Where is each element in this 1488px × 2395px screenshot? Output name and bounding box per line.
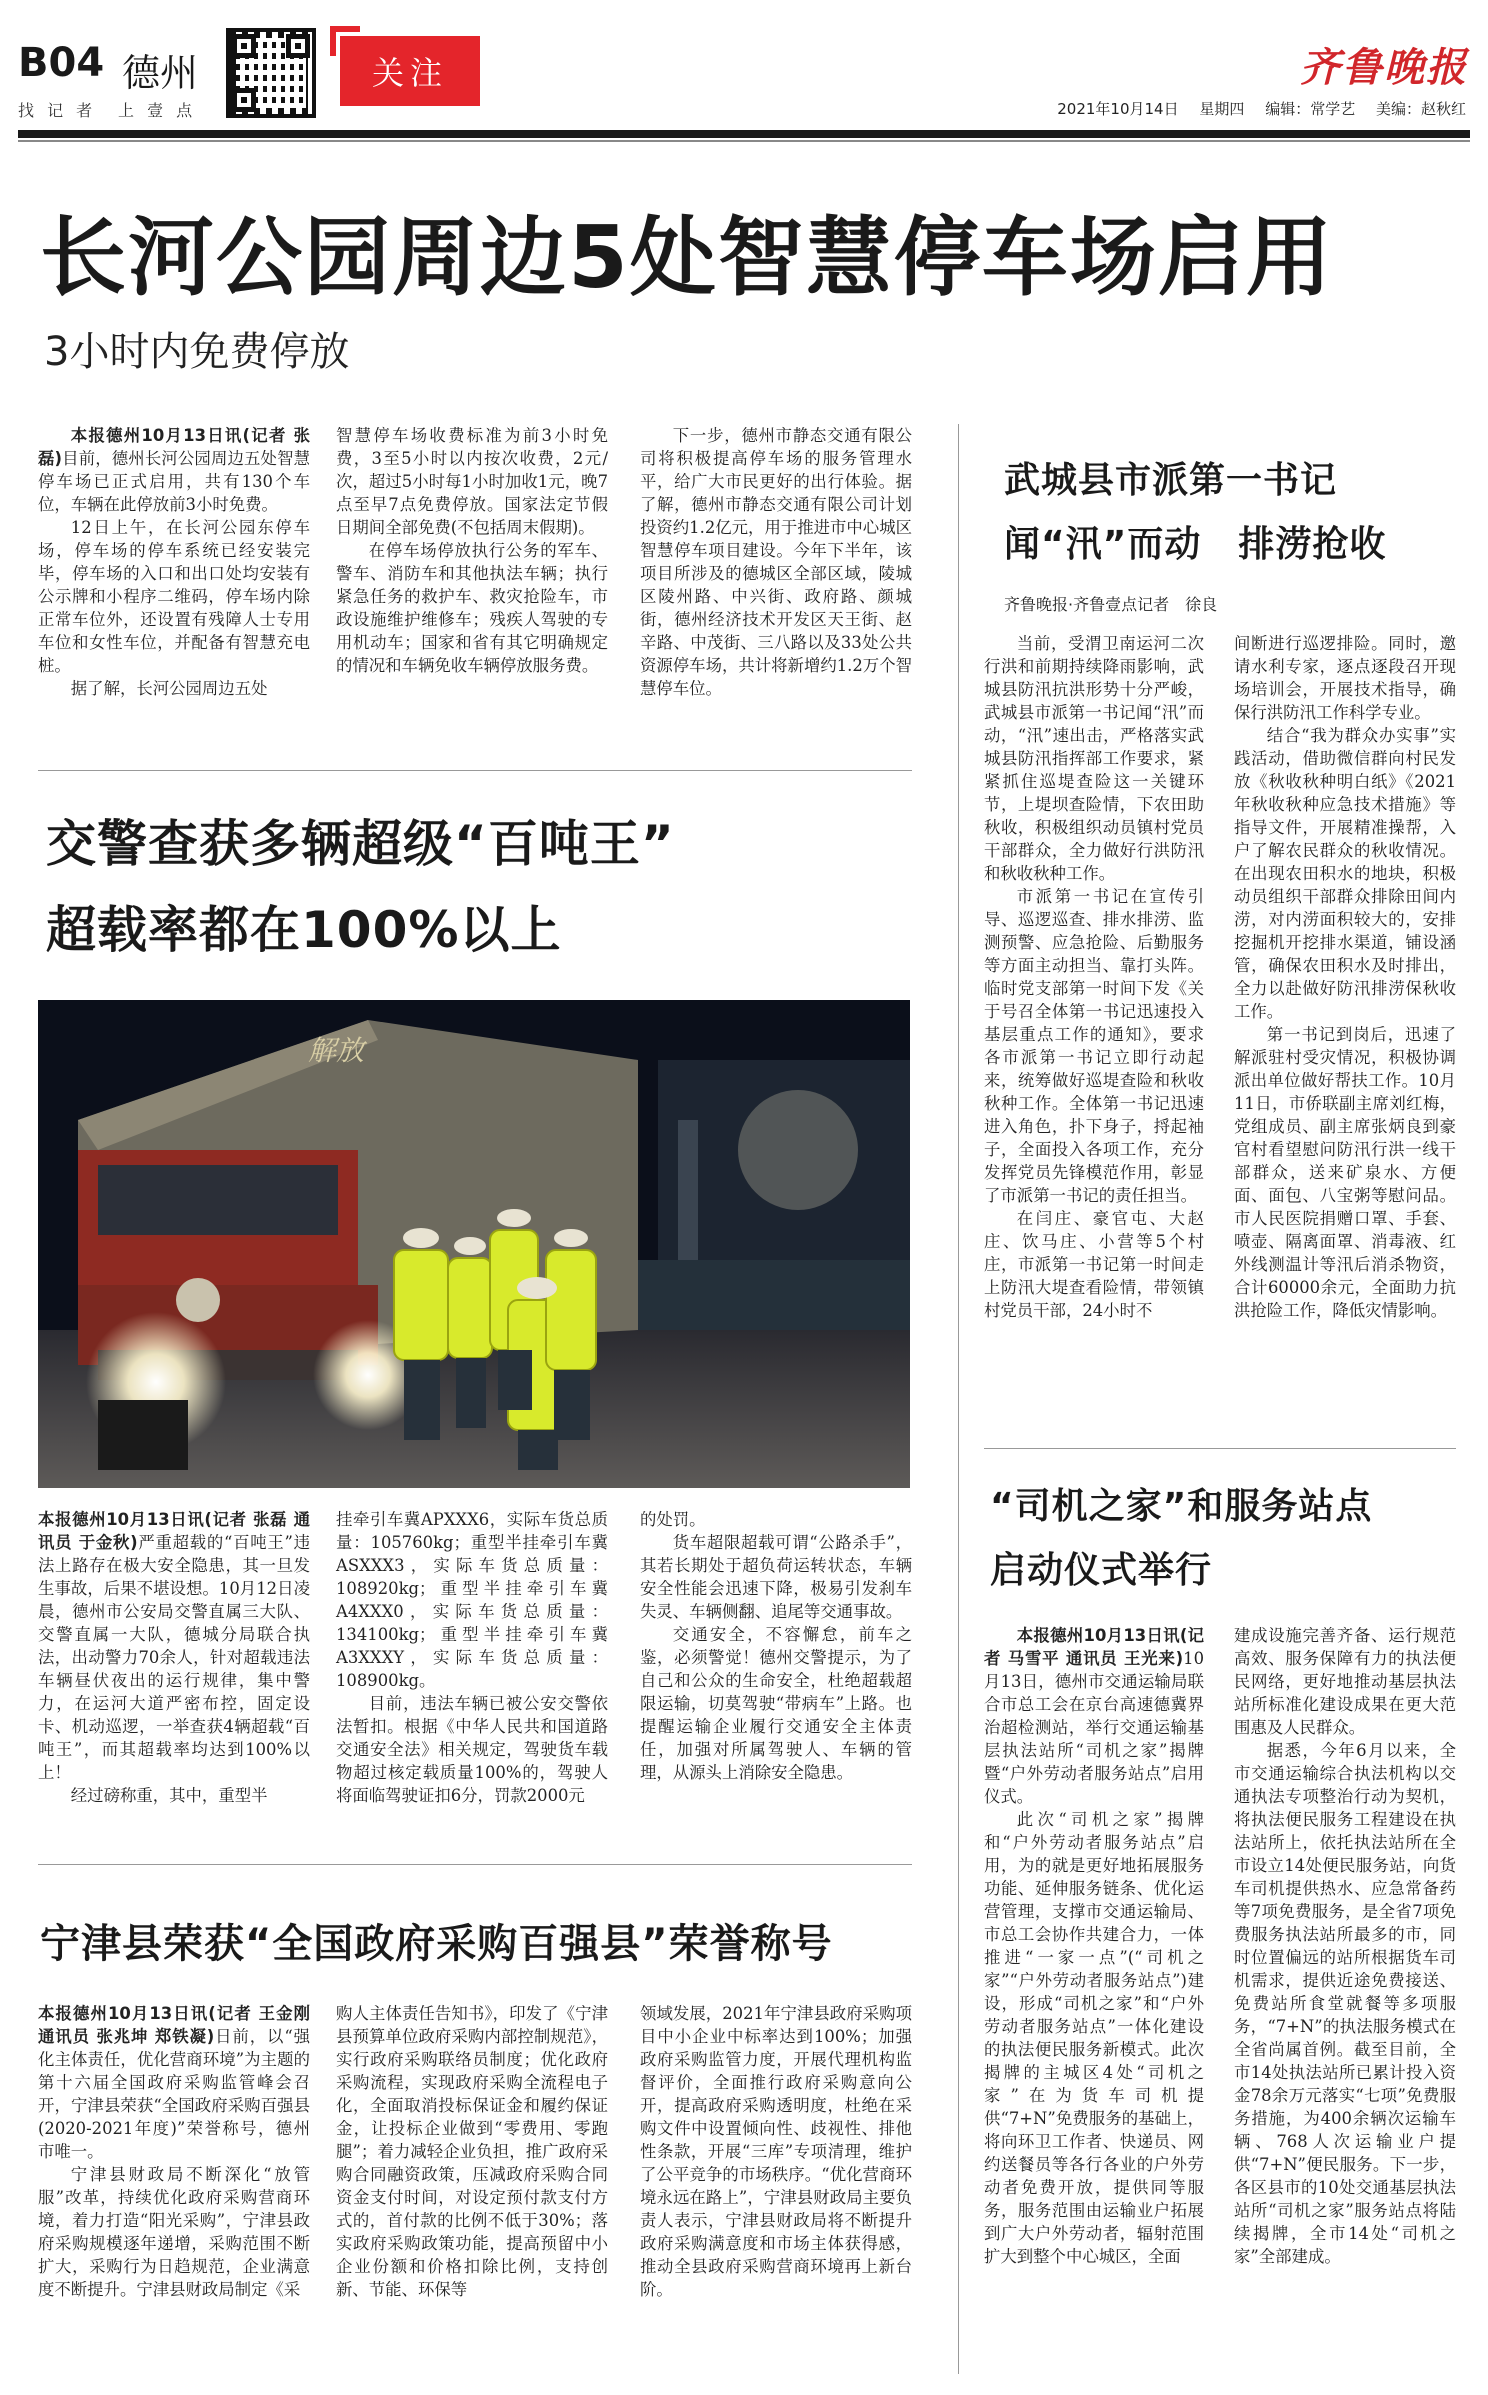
wucheng-headline-2: 闻“汛”而动 排涝抢收 xyxy=(1004,524,1387,565)
lead-column-2 xyxy=(336,424,608,677)
lead-headline: 长河公园周边5处智慧停车场启用 xyxy=(40,208,1334,308)
ningjin-paragraph: 日前，以“强化主体责任，优化营商环境”为主题的第十六届全国政府采购监管峰会召开，宁津县荣获“全国政府采购百强县(2020-2021年度)”荣誉称号，德州市唯一。 xyxy=(38,2027,310,2161)
drivers-dateline: 本报德州10月13日讯(记者 马雪平 通讯员 王光来) xyxy=(984,1626,1204,1668)
drivers-column-1 xyxy=(984,1624,1204,2268)
section-tag: 关注 xyxy=(340,36,480,106)
traffic-paragraph: 严重超载的“百吨王”违法上路存在极大安全隐患，其一旦发生事故，后果不堪设想。10月12日凌晨，德州市公安局交警直属三大队、交警直属一大队，德城分局联合执法，出动警力70余人，针对超载违法车辆昼伏夜出的运行规律，集中警力，在运河大道严密布控，固定设卡、机动巡逻，一举查获4辆超载“百吨王”，而其超载率均达到100%以上！ xyxy=(38,1533,310,1782)
drivers-headline-2: 启动仪式举行 xyxy=(990,1550,1213,1591)
wucheng-paragraph: 市派第一书记在宣传引导、巡逻巡查、排水排涝、监测预警、应急抢险、后勤服务等方面主动担当、靠打头阵。临时党支部第一时间下发《关于号召全体第一书记迅速投入基层重点工作的通知》，要求各市派第一书记立即行动起来，统筹做好巡堤查险和秋收秋种工作。全体第一书记迅速进入角色，扑下身子，捋起袖子，全面投入各项工作，充分发挥党员先锋模范作用，彰显了市派第一书记的责任担当。 xyxy=(984,887,1204,1205)
masthead-logo: 齐鲁晚报 xyxy=(1300,44,1468,91)
traffic-headline-2: 超载率都在100%以上 xyxy=(46,901,562,959)
traffic-paragraph: 货车超限超载可谓“公路杀手”，其若长期处于超负荷运转状态，车辆安全性能会迅速下降，极易引发刹车失灵、车辆侧翻、追尾等交通事故。 xyxy=(640,1533,912,1621)
wucheng-paragraph: 当前，受渭卫南运河二次行洪和前期持续降雨影响，武城县防汛抗洪形势十分严峻，武城县市派第一书记闻“汛”而动，“汛”速出击，严格落实武城县防汛指挥部工作要求，紧紧抓住巡堤查险这一关键环节，上堤坝查险情，下农田助秋收，积极组织动员镇村党员干部群众，全力做好行洪防汛和秋收秋种工作。 xyxy=(984,634,1204,883)
traffic-paragraph: 挂牵引车冀APXXX6，实际车货总质量：105760kg；重型半挂牵引车冀ASXXX3，实际车货总质量：108920kg；重型半挂牵引车冀A4XXX0，实际车货总质量：134100kg；重型半挂牵引车冀A3XXXY，实际车货总质量：108900kg。 xyxy=(336,1510,608,1690)
editor-credit: 编辑：常学艺 xyxy=(1265,100,1356,118)
traffic-photo-illustration xyxy=(38,1000,910,1488)
traffic-photo xyxy=(38,1000,910,1488)
wucheng-headline-1: 武城县市派第一书记 xyxy=(1004,460,1338,501)
divider xyxy=(38,1864,912,1865)
slogan-left: 找 记 者 xyxy=(18,101,97,120)
issue-date: 2021年10月14日 xyxy=(1057,100,1179,118)
section-city: 德州 xyxy=(122,51,199,95)
lead-paragraph: 在停车场停放执行公务的军车、警车、消防车和其他执法车辆；执行紧急任务的救护车、救灾抢险车，市政设施维护维修车；残疾人驾驶的专用机动车；国家和省有其它明确规定的情况和车辆免收车辆停放服务费。 xyxy=(336,541,608,675)
traffic-dateline: 本报德州10月13日讯(记者 张磊 通讯员 于金秋) xyxy=(38,1510,310,1552)
wucheng-byline: 齐鲁晚报·齐鲁壹点记者 徐良 xyxy=(1004,595,1218,614)
drivers-paragraph: 此次“司机之家”揭牌和“户外劳动者服务站点”启用，为的就是更好地拓展服务功能、延伸服务链条、优化运营管理，支撑市交通运输局、市总工会协作共建合力，一体推进“一家一点”(“司机之家”“户外劳动者服务站点”)建设，形成“司机之家”和“户外劳动者服务站点”一体化建设的执法便民服务新模式。此次揭牌的主城区4处“司机之家”在为货车司机提供“7+N”免费服务的基础上，将向环卫工作者、快递员、网约送餐员等各行各业的户外劳动者免费开放，提供同等服务，服务范围由运输业户拓展到广大户外劳动者，辐射范围扩大到整个中心城区，全面 xyxy=(984,1810,1204,2266)
traffic-paragraph: 交通安全，不容懈怠，前车之鉴，必须警觉！德州交警提示，为了自己和公众的生命安全，杜绝超载超限运输，切莫驾驶“带病车”上路。也提醒运输企业履行交通安全主体责任，加强对所属驾驶人、车辆的管理，从源头上消除安全隐患。 xyxy=(640,1625,912,1782)
issue-info xyxy=(1041,98,1466,119)
wucheng-paragraph: 在闫庄、豪官屯、大赵庄、饮马庄、小营等5个村庄，市派第一书记第一时间走上防汛大堤查看险情，带领镇村党员干部，24小时不 xyxy=(984,1209,1204,1320)
traffic-column-1 xyxy=(38,1508,310,1807)
ningjin-paragraph: 宁津县财政局不断深化“放管服”改革，持续优化政府采购营商环境，着力打造“阳光采购”，宁津县政府采购规模逐年递增，采购范围不断扩大，采购行为日趋规范，企业满意度不断提升。宁津县财政局制定《采 xyxy=(38,2165,310,2299)
qr-code-icon[interactable] xyxy=(226,28,316,118)
drivers-paragraph: 建成设施完善齐备、运行规范高效、服务保障有力的执法便民网络，更好地推动基层执法站所标准化建设成果在更大范围惠及人民群众。 xyxy=(1234,1626,1456,1737)
ningjin-headline: 宁津县荣获“全国政府采购百强县”荣誉称号 xyxy=(40,1921,833,1967)
lead-dateline: 本报德州10月13日讯(记者 张磊) xyxy=(38,426,310,468)
divider xyxy=(38,770,912,771)
issue-weekday: 星期四 xyxy=(1199,100,1245,118)
designer-credit: 美编：赵秋红 xyxy=(1375,100,1466,118)
lead-column-3 xyxy=(640,424,912,700)
drivers-headline-1: “司机之家”和服务站点 xyxy=(990,1486,1373,1527)
ningjin-column-3 xyxy=(640,2002,912,2301)
lead-column-1 xyxy=(38,424,310,700)
traffic-paragraph: 经过磅称重，其中，重型半 xyxy=(70,1786,268,1805)
wucheng-paragraph: 第一书记到岗后，迅速了解派驻村受灾情况，积极协调派出单位做好帮扶工作。10月11日，市侨联副主席刘红梅，党组成员、副主席张炳良到豪官村看望慰问防汛行洪一线干部群众，送来矿泉水、方便面、面包、八宝粥等慰问品。市人民医院捐赠口罩、手套、喷壶、隔离面罩、消毒液、红外线测温计等汛后消杀物资，合计60000余元，全面助力抗洪抢险工作，降低灾情影响。 xyxy=(1234,1025,1456,1320)
lead-paragraph: 下一步，德州市静态交通有限公司将积极提高停车场的服务管理水平，给广大市民更好的出行体验。据了解，德州市静态交通有限公司计划投资约1.2亿元，用于推进市中心城区智慧停车项目建设。今年下半年，该项目所涉及的德城区全部区域，陵城区陵州路、中兴街、政府路、颜城街，德州经济技术开发区天王街、赵辛路、中茂街、三八路以及33处公共资源停车场，共计将新增约1.2万个智慧停车位。 xyxy=(640,426,912,698)
ningjin-column-2 xyxy=(336,2002,608,2301)
wucheng-column-2 xyxy=(1234,632,1456,1322)
slogan-right: 上 壹 点 xyxy=(118,101,197,120)
lead-paragraph: 智慧停车场收费标准为前3小时免费，3至5小时以内按次收费，2元/次，超过5小时每1小时加收1元，晚7点至早7点免费停放。国家法定节假日期间全部免费(不包括周末假期)。 xyxy=(336,426,608,537)
drivers-column-2 xyxy=(1234,1624,1456,2268)
traffic-column-3 xyxy=(640,1508,912,1784)
column-separator xyxy=(958,424,959,2374)
lead-paragraph: 据了解，长河公园周边五处 xyxy=(70,679,268,698)
traffic-paragraph: 目前，违法车辆已被公安交警依法暂扣。根据《中华人民共和国道路交通安全法》相关规定，驾驶货车载物超过核定载质量100%的，驾驶人将面临驾驶证扣6分，罚款2000元 xyxy=(336,1694,608,1805)
lead-subheadline: 3小时内免费停放 xyxy=(44,329,350,375)
page-number: B04 xyxy=(18,40,105,86)
traffic-paragraph: 的处罚。 xyxy=(640,1510,706,1529)
truck-badge-text: 解放 xyxy=(308,1034,365,1067)
divider xyxy=(984,1448,1456,1449)
drivers-paragraph: 据悉，今年6月以来，全市交通运输综合执法机构以交通执法专项整治行动为契机，将执法便民服务工程建设在执法站所上，依托执法站所在全市设立14处便民服务站，向货车司机提供热水、应急常备药等7项免费服务，是全省7项免费服务执法站所最多的市，同时位置偏远的站所根据货车司机需求，提供近途免费接送、免费站所食堂就餐等多项服务，“7+N”的执法服务模式在全省尚属首例。截至目前，全市14处执法站所已累计投入资金78余万元落实“七项”免费服务措施，为400余辆次运输车辆、768人次运输业户提供“7+N”便民服务。下一步，各区县市的10处交通基层执法站所“司机之家”服务站点将陆续揭牌，全市14处“司机之家”全部建成。 xyxy=(1234,1741,1456,2266)
ningjin-paragraph: 领域发展，2021年宁津县政府采购项目中小企业中标率达到100%；加强政府采购监管力度，开展代理机构监督评价，全面推行政府采购意向公开，提高政府采购透明度，杜绝在采购文件中设置倾向性、歧视性、排他性条款，开展“三库”专项清理，维护了公平竞争的市场秩序。“优化营商环境永远在路上”，宁津县财政局主要负责人表示，宁津县财政局将不断提升政府采购满意度和市场主体获得感，推动全县政府采购营商环境再上新台阶。 xyxy=(640,2004,912,2299)
wucheng-paragraph: 结合“我为群众办实事”实践活动，借助微信群向村民发放《秋收秋种明白纸》《2021年秋收秋种应急技术措施》等指导文件，开展精准操帮，入户了解农民群众的秋收情况。在出现农田积水的地块，积极动员组织干部群众排除田间内涝，对内涝面积较大的，安排挖掘机开挖排水渠道，铺设涵管，确保农田积水及时排出，全力以赴做好防汛排涝保秋收工作。 xyxy=(1234,726,1456,1021)
traffic-column-2 xyxy=(336,1508,608,1807)
ningjin-paragraph: 购人主体责任告知书》，印发了《宁津县预算单位政府采购内部控制规范》，实行政府采购联络员制度；优化政府采购流程，实现政府采购全流程电子化，全面取消投标保证金和履约保证金，让投标企业做到“零费用、零跑腿”；着力减轻企业负担，推广政府采购合同融资政策，压减政府采购合同资金支付时间，对设定预付款支付方式的，首付款的比例不低于30%；落实政府采购政策功能，提高预留中小企业份额和价格扣除比例，支持创新、节能、环保等 xyxy=(336,2004,608,2299)
header-rule-thin xyxy=(18,140,1470,142)
header-rule xyxy=(18,130,1470,138)
wucheng-paragraph: 间断进行巡逻排险。同时，邀请水利专家，逐点逐段召开现场培训会，开展技术指导，确保行洪防汛工作科学专业。 xyxy=(1234,634,1456,722)
wucheng-column-1 xyxy=(984,632,1204,1322)
lead-paragraph: 12日上午，在长河公园东停车场，停车场的停车系统已经安装完毕，停车场的入口和出口处均安装有公示牌和小程序二维码，停车场内除正常车位外，还设置有残障人士专用车位和女性车位，并配备有智慧充电桩。 xyxy=(38,518,310,675)
drivers-paragraph: 10月13日，德州市交通运输局联合市总工会在京台高速德冀界治超检测站，举行交通运输基层执法站所“司机之家”揭牌暨“户外劳动者服务站点”启用仪式。 xyxy=(984,1649,1204,1806)
traffic-headline-1: 交警查获多辆超级“百吨王” xyxy=(46,815,675,873)
ningjin-column-1 xyxy=(38,2002,310,2301)
ningjin-dateline: 本报德州10月13日讯(记者 王金刚 通讯员 张兆坤 郑铁凝) xyxy=(38,2004,310,2046)
lead-paragraph: 目前，德州长河公园周边五处智慧停车场已正式启用，共有130个车位，车辆在此停放前3小时免费。 xyxy=(38,449,310,514)
